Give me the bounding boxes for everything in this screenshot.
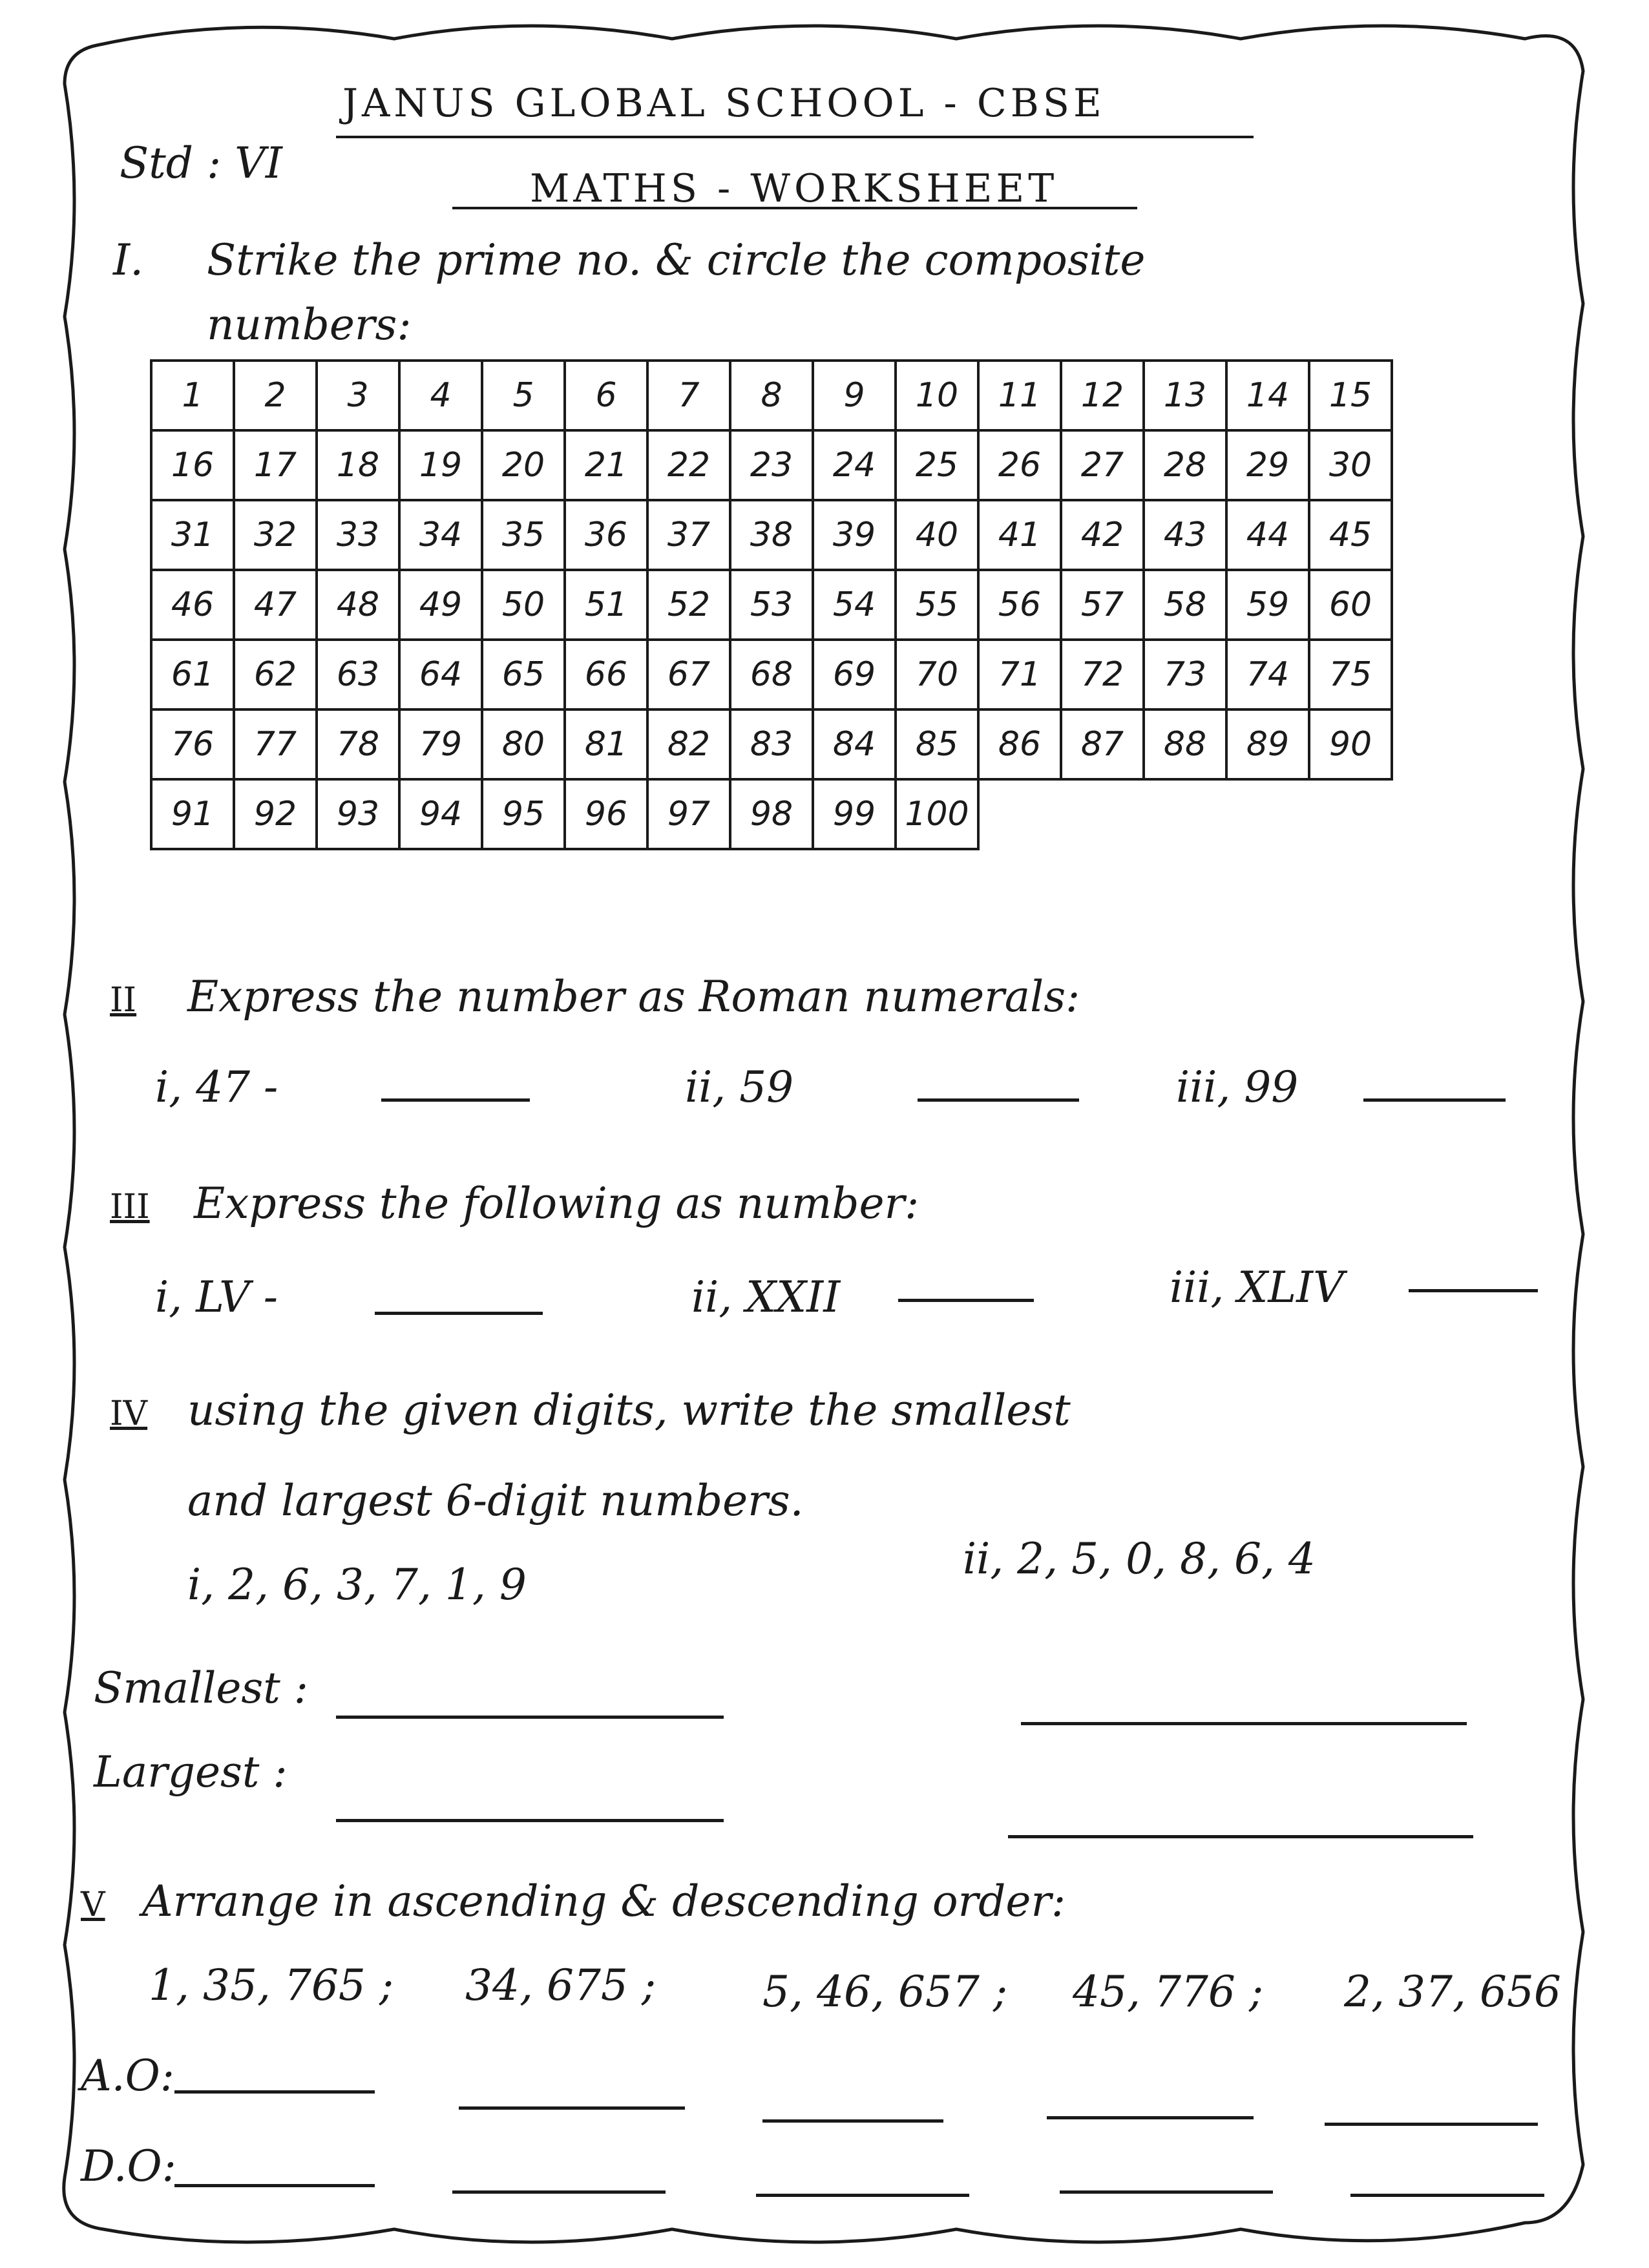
grid-cell[interactable]: 47 <box>233 569 318 641</box>
q3-answer-blank-2[interactable] <box>898 1299 1034 1302</box>
ao-blank-5[interactable] <box>1325 2123 1538 2126</box>
grid-cell[interactable]: 31 <box>150 499 235 571</box>
grid-cell[interactable]: 40 <box>894 499 980 571</box>
grid-cell[interactable]: 21 <box>563 429 649 501</box>
grid-cell[interactable]: 92 <box>233 778 318 850</box>
standard-label: Std : VI <box>120 138 282 188</box>
grid-cell[interactable]: 73 <box>1142 638 1228 711</box>
grid-cell[interactable]: 64 <box>398 638 483 711</box>
school-name-underline <box>336 136 1254 138</box>
grid-cell[interactable]: 83 <box>729 708 814 781</box>
grid-cell[interactable]: 81 <box>563 708 649 781</box>
grid-cell[interactable]: 37 <box>646 499 731 571</box>
grid-cell[interactable]: 87 <box>1060 708 1145 781</box>
q3-item-2: ii, XXII <box>691 1272 841 1322</box>
q4-digit-set-1: i, 2, 6, 3, 7, 1, 9 <box>187 1560 527 1610</box>
grid-cell[interactable]: 67 <box>646 638 731 711</box>
do-blank-5[interactable] <box>1350 2194 1544 2197</box>
q2-text: Express the number as Roman numerals: <box>187 972 1080 1022</box>
grid-cell[interactable]: 17 <box>233 429 318 501</box>
ao-blank-2[interactable] <box>459 2106 685 2110</box>
grid-cell[interactable]: 88 <box>1142 708 1228 781</box>
number-grid <box>150 359 1391 848</box>
q2-number: II <box>110 981 137 1020</box>
grid-cell[interactable]: 74 <box>1225 638 1310 711</box>
grid-cell[interactable]: 99 <box>812 778 897 850</box>
q4-text-line1: using the given digits, write the smallest <box>187 1385 1071 1435</box>
grid-cell[interactable]: 28 <box>1142 429 1228 501</box>
do-blank-4[interactable] <box>1060 2190 1273 2194</box>
grid-cell[interactable]: 15 <box>1308 359 1393 432</box>
ao-blank-4[interactable] <box>1047 2116 1254 2119</box>
grid-cell[interactable]: 49 <box>398 569 483 641</box>
grid-cell[interactable]: 75 <box>1308 638 1393 711</box>
grid-cell[interactable]: 65 <box>481 638 566 711</box>
grid-cell[interactable]: 59 <box>1225 569 1310 641</box>
grid-cell[interactable]: 5 <box>481 359 566 432</box>
worksheet-title: MATHS - WORKSHEET <box>530 166 1058 211</box>
grid-cell[interactable]: 23 <box>729 429 814 501</box>
grid-cell[interactable]: 61 <box>150 638 235 711</box>
grid-cell[interactable]: 7 <box>646 359 731 432</box>
grid-cell[interactable]: 86 <box>977 708 1062 781</box>
grid-cell[interactable]: 48 <box>315 569 401 641</box>
grid-cell[interactable]: 39 <box>812 499 897 571</box>
grid-cell[interactable]: 84 <box>812 708 897 781</box>
grid-cell[interactable]: 12 <box>1060 359 1145 432</box>
smallest-answer-blank-2[interactable] <box>1021 1722 1467 1725</box>
descending-order-label: D.O: <box>81 2141 176 2191</box>
q5-number-2: 34, 675 ; <box>465 1960 656 2010</box>
grid-cell[interactable]: 55 <box>894 569 980 641</box>
grid-cell[interactable]: 38 <box>729 499 814 571</box>
grid-cell[interactable]: 33 <box>315 499 401 571</box>
grid-cell[interactable]: 82 <box>646 708 731 781</box>
grid-row <box>150 638 1391 708</box>
grid-row <box>150 359 1391 429</box>
grid-cell[interactable]: 16 <box>150 429 235 501</box>
grid-cell[interactable]: 54 <box>812 569 897 641</box>
school-name: JANUS GLOBAL SCHOOL - CBSE <box>342 81 1106 126</box>
grid-cell[interactable]: 14 <box>1225 359 1310 432</box>
grid-cell[interactable]: 58 <box>1142 569 1228 641</box>
grid-cell[interactable]: 79 <box>398 708 483 781</box>
grid-cell[interactable]: 29 <box>1225 429 1310 501</box>
grid-cell[interactable]: 24 <box>812 429 897 501</box>
grid-cell[interactable]: 70 <box>894 638 980 711</box>
grid-cell[interactable]: 93 <box>315 778 401 850</box>
grid-cell[interactable]: 57 <box>1060 569 1145 641</box>
grid-cell[interactable]: 13 <box>1142 359 1228 432</box>
do-blank-3[interactable] <box>756 2194 969 2197</box>
q5-number-1: 1, 35, 765 ; <box>149 1960 394 2010</box>
grid-cell[interactable]: 68 <box>729 638 814 711</box>
grid-cell[interactable]: 18 <box>315 429 401 501</box>
grid-cell[interactable]: 100 <box>894 778 980 850</box>
smallest-label: Smallest : <box>94 1663 309 1713</box>
largest-answer-blank-1[interactable] <box>336 1819 724 1822</box>
q3-item-1: i, LV - <box>155 1272 278 1322</box>
grid-row <box>150 499 1391 569</box>
grid-cell[interactable]: 78 <box>315 708 401 781</box>
q5-number-3: 5, 46, 657 ; <box>762 1967 1008 2017</box>
largest-label: Largest : <box>94 1747 288 1797</box>
q2-item-2: ii, 59 <box>685 1062 794 1112</box>
grid-cell[interactable]: 30 <box>1308 429 1393 501</box>
grid-row <box>150 429 1391 499</box>
grid-cell[interactable]: 35 <box>481 499 566 571</box>
grid-cell[interactable]: 26 <box>977 429 1062 501</box>
grid-cell[interactable]: 80 <box>481 708 566 781</box>
q5-text: Arrange in ascending & descending order: <box>142 1876 1066 1926</box>
grid-cell[interactable]: 72 <box>1060 638 1145 711</box>
q3-answer-blank-3[interactable] <box>1409 1289 1538 1292</box>
grid-cell[interactable]: 2 <box>233 359 318 432</box>
grid-cell[interactable]: 36 <box>563 499 649 571</box>
q2-answer-blank-2[interactable] <box>918 1098 1079 1102</box>
grid-cell[interactable]: 91 <box>150 778 235 850</box>
grid-cell[interactable]: 89 <box>1225 708 1310 781</box>
grid-cell[interactable]: 19 <box>398 429 483 501</box>
grid-cell[interactable]: 77 <box>233 708 318 781</box>
grid-cell[interactable]: 53 <box>729 569 814 641</box>
grid-cell[interactable]: 66 <box>563 638 649 711</box>
grid-cell[interactable]: 8 <box>729 359 814 432</box>
grid-cell[interactable]: 85 <box>894 708 980 781</box>
grid-cell[interactable]: 1 <box>150 359 235 432</box>
grid-cell[interactable]: 44 <box>1225 499 1310 571</box>
grid-cell[interactable]: 52 <box>646 569 731 641</box>
grid-cell[interactable]: 60 <box>1308 569 1393 641</box>
q5-number-4: 45, 776 ; <box>1073 1967 1264 2017</box>
q2-item-1: i, 47 - <box>155 1062 278 1112</box>
grid-cell[interactable]: 94 <box>398 778 483 850</box>
smallest-answer-blank-1[interactable] <box>336 1716 724 1719</box>
grid-cell[interactable]: 90 <box>1308 708 1393 781</box>
q1-number: I. <box>113 235 144 285</box>
ao-blank-3[interactable] <box>762 2119 943 2123</box>
grid-cell[interactable]: 69 <box>812 638 897 711</box>
grid-cell[interactable]: 46 <box>150 569 235 641</box>
grid-cell[interactable]: 6 <box>563 359 649 432</box>
grid-cell[interactable]: 43 <box>1142 499 1228 571</box>
q4-number: IV <box>110 1394 148 1433</box>
q5-number: V <box>81 1885 105 1924</box>
grid-cell[interactable]: 9 <box>812 359 897 432</box>
q3-answer-blank-1[interactable] <box>375 1312 543 1315</box>
grid-cell[interactable]: 63 <box>315 638 401 711</box>
grid-cell[interactable]: 20 <box>481 429 566 501</box>
grid-cell[interactable]: 62 <box>233 638 318 711</box>
grid-cell[interactable]: 4 <box>398 359 483 432</box>
grid-cell[interactable]: 25 <box>894 429 980 501</box>
q1-text-line1: Strike the prime no. & circle the composite <box>207 235 1146 285</box>
ascending-order-label: A.O: <box>81 2051 174 2101</box>
grid-cell[interactable]: 71 <box>977 638 1062 711</box>
q4-text-line2: and largest 6-digit numbers. <box>187 1476 804 1526</box>
grid-cell[interactable]: 34 <box>398 499 483 571</box>
do-blank-1[interactable] <box>174 2184 375 2187</box>
grid-cell[interactable]: 95 <box>481 778 566 850</box>
grid-cell[interactable]: 45 <box>1308 499 1393 571</box>
q1-text-line2: numbers: <box>207 300 412 350</box>
q2-item-3: iii, 99 <box>1176 1062 1299 1112</box>
do-blank-2[interactable] <box>452 2190 666 2194</box>
grid-cell[interactable]: 10 <box>894 359 980 432</box>
worksheet-title-underline <box>452 207 1137 209</box>
grid-row <box>150 708 1391 778</box>
q3-number: III <box>110 1188 150 1226</box>
grid-row <box>150 569 1391 638</box>
largest-answer-blank-2[interactable] <box>1008 1835 1473 1838</box>
grid-cell[interactable]: 98 <box>729 778 814 850</box>
q2-answer-blank-1[interactable] <box>381 1098 530 1102</box>
q3-text: Express the following as number: <box>194 1179 919 1228</box>
grid-cell[interactable]: 42 <box>1060 499 1145 571</box>
q4-digit-set-2: ii, 2, 5, 0, 8, 6, 4 <box>963 1534 1316 1584</box>
q3-item-3: iii, XLIV <box>1170 1263 1344 1312</box>
q2-answer-blank-3[interactable] <box>1363 1098 1506 1102</box>
grid-cell[interactable]: 97 <box>646 778 731 850</box>
grid-cell[interactable]: 96 <box>563 778 649 850</box>
grid-cell[interactable]: 76 <box>150 708 235 781</box>
q5-number-5: 2, 37, 656 <box>1344 1967 1561 2017</box>
grid-cell[interactable]: 32 <box>233 499 318 571</box>
grid-cell[interactable]: 22 <box>646 429 731 501</box>
grid-row <box>150 778 1391 848</box>
grid-cell[interactable]: 11 <box>977 359 1062 432</box>
grid-cell[interactable]: 50 <box>481 569 566 641</box>
grid-cell[interactable]: 56 <box>977 569 1062 641</box>
grid-cell[interactable]: 3 <box>315 359 401 432</box>
grid-cell[interactable]: 51 <box>563 569 649 641</box>
grid-cell[interactable]: 41 <box>977 499 1062 571</box>
ao-blank-1[interactable] <box>174 2090 375 2094</box>
grid-cell[interactable]: 27 <box>1060 429 1145 501</box>
